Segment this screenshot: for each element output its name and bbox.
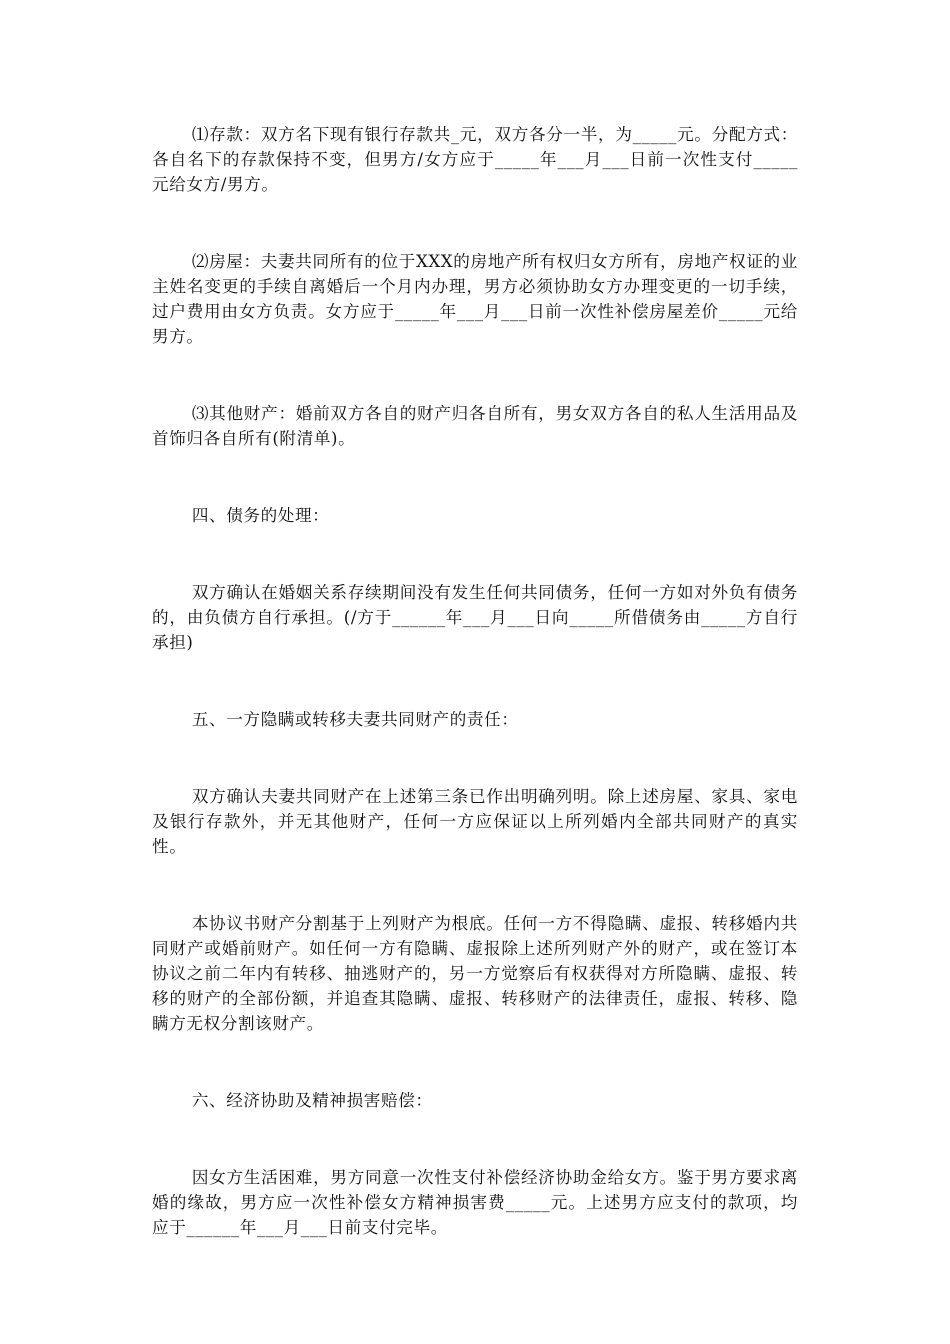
section-heading-debts: 四、债务的处理： [191, 506, 330, 525]
paragraph-concealment-liability: 本协议书财产分割基于上列财产为根底。任何一方不得隐瞒、虚报、转移婚内共同财产或婚前财产。如任何一方有隐瞒、虚报除上述所列财产外的财产，或在签订本协议之前二年内有转移、抽逃财产的，另一方觉察后有权获得对方所隐瞒、虚报、转移的财产的全部份额，并追查其隐瞒、虚报、转移财产的法律责任，虚报、转移、隐瞒方无权分割该财产。 [152, 914, 798, 1033]
paragraph-house: ⑵房屋：夫妻共同所有的位于XXX的房地产所有权归女方所有，房地产权证的业主姓名变更的手续自离婚后一个月内办理，男方必须协助女方办理变更的一切手续，过户费用由女方负责。女方应于_____年___月___日前一次性补偿房屋差价_____元给男方。 [152, 252, 798, 346]
paragraph-compensation: 因女方生活困难，男方同意一次性支付补偿经济协助金给女方。鉴于男方要求离婚的缘故，男方应一次性补偿女方精神损害费_____元。上述男方应支付的款项，均应于______年___月___日前支付完毕。 [152, 1168, 798, 1237]
paragraph-other-property: ⑶其他财产：婚前双方各自的财产归各自所有，男女双方各自的私人生活用品及首饰归各自所有(附清单)。 [152, 404, 798, 448]
document-body [152, 122, 798, 1292]
section-heading-compensation: 六、经济协助及精神损害赔偿： [191, 1091, 433, 1110]
paragraph-joint-property-confirmation: 双方确认夫妻共同财产在上述第三条已作出明确列明。除上述房屋、家具、家电及银行存款外，并无其他财产，任何一方应保证以上所列婚内全部共同财产的真实性。 [152, 787, 798, 856]
paragraph-debts: 双方确认在婚姻关系存续期间没有发生任何共同债务，任何一方如对外负有债务的，由负债方自行承担。(/方于______年___月___日向_____所借债务由_____方自行承担) [152, 583, 798, 652]
section-heading-concealment: 五、一方隐瞒或转移夫妻共同财产的责任： [191, 710, 519, 729]
paragraph-deposits: ⑴存款：双方名下现有银行存款共_元，双方各分一半，为_____元。分配方式：各自名下的存款保持不变，但男方/女方应于_____年___月___日前一次性支付_____元给女方/男方。 [152, 125, 798, 194]
